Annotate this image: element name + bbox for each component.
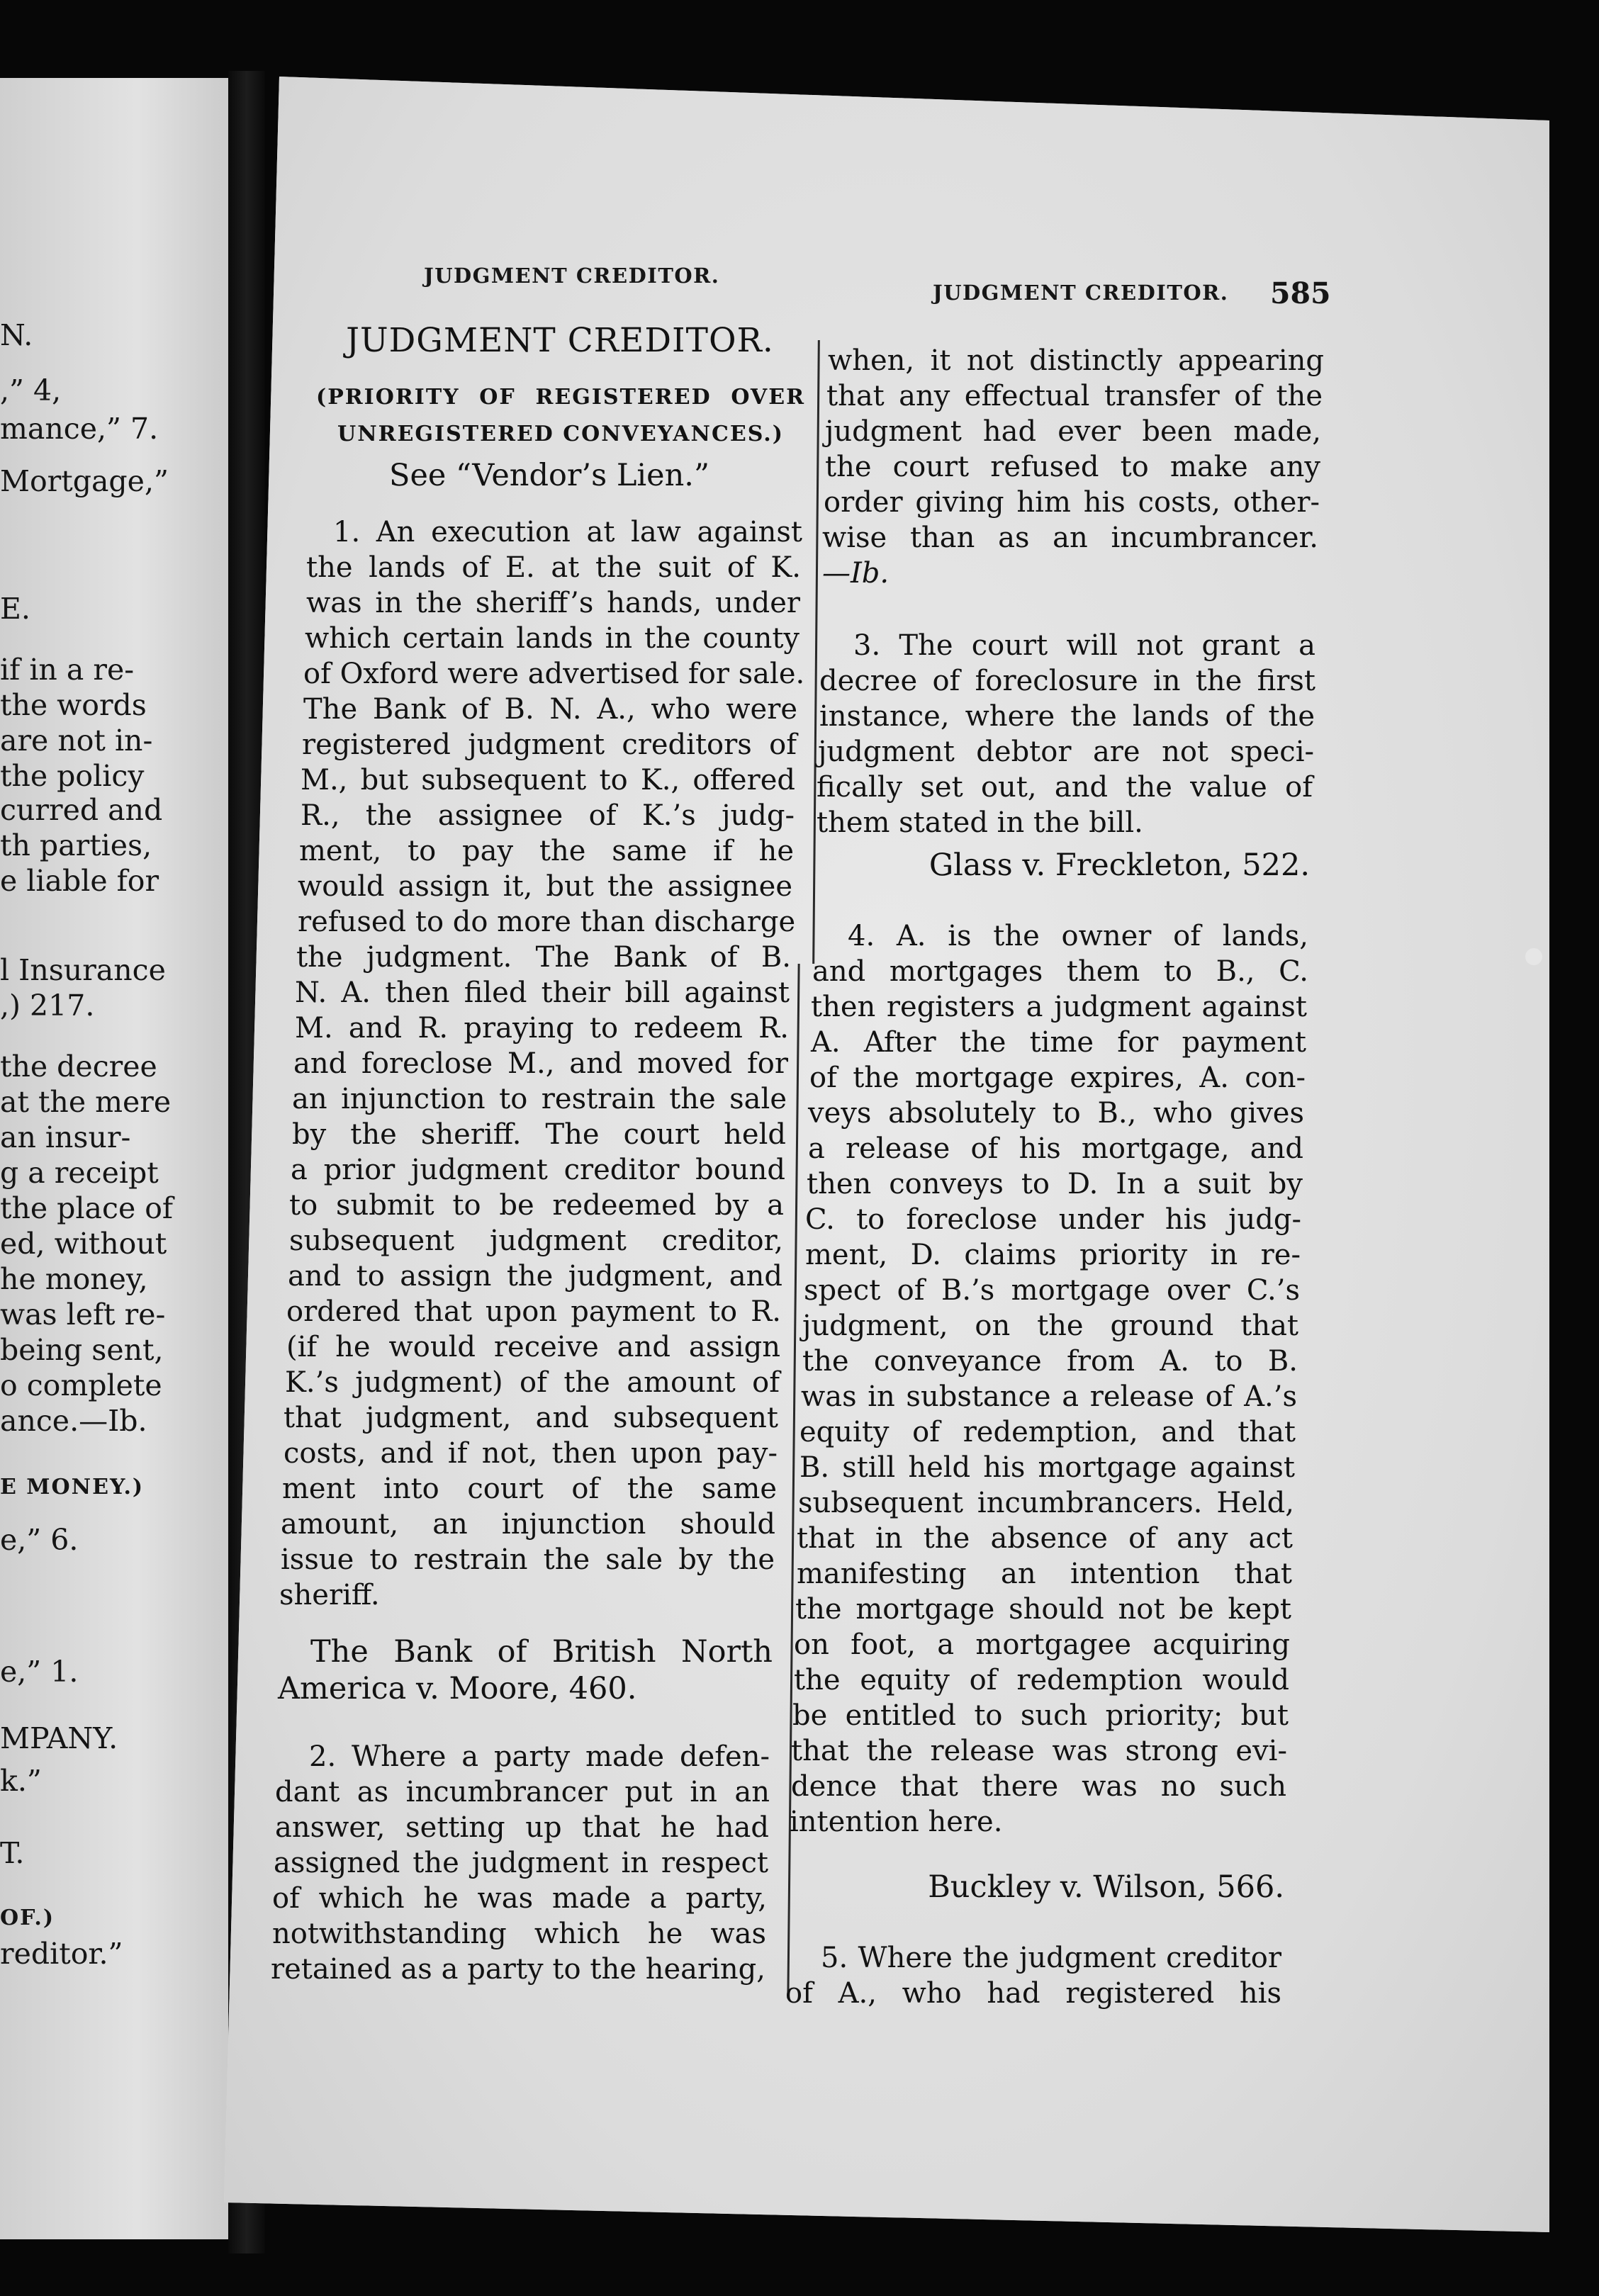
paragraph-line: manifesting an intention that <box>797 1558 1292 1590</box>
facing-page-line: ,” 4, <box>0 373 62 407</box>
cross-reference: See “Vendor’s Lien.” <box>389 458 709 493</box>
paragraph-line: ment, D. claims priority in re- <box>805 1239 1301 1271</box>
paragraph-line: —Ib. <box>822 557 890 590</box>
facing-page-line: the words <box>0 688 147 722</box>
paragraph-line: 3. The court will not grant a <box>853 629 1315 662</box>
facing-page-line: at the mere <box>0 1085 172 1119</box>
paragraph-line: K.’s judgment) of the amount of <box>285 1366 780 1399</box>
paragraph-line: of which he was made a party, <box>272 1882 767 1915</box>
facing-page-line: was left re- <box>0 1298 166 1332</box>
paragraph-line: of Oxford were advertised for sale. <box>303 658 805 690</box>
paragraph-line: ordered that upon payment to R. <box>286 1295 781 1328</box>
paper-blemish <box>1525 948 1542 965</box>
paragraph-line: dant as incumbrancer put in an <box>275 1776 770 1808</box>
facing-page-line: e liable for <box>0 864 159 898</box>
facing-page-line: ed, without <box>0 1227 167 1261</box>
paragraph-line: on foot, a mortgagee acquiring <box>794 1628 1290 1661</box>
facing-page-line: the place of <box>0 1191 174 1225</box>
paragraph-line: registered judgment creditors of <box>302 728 797 761</box>
section-heading: JUDGMENT CREDITOR. <box>346 321 774 360</box>
paragraph-line: that any effectual transfer of the <box>826 380 1323 412</box>
facing-page-line: e,” 1. <box>0 1655 79 1689</box>
paragraph-line: judgment had ever been made, <box>825 415 1321 448</box>
paragraph-line: of A., who had registered his <box>785 1977 1281 2010</box>
paragraph-line: be entitled to such priority; but <box>792 1699 1289 1732</box>
paragraph-line: subsequent incumbrancers. Held, <box>798 1487 1294 1519</box>
paragraph-line: The Bank of B. N. A., who were <box>303 693 797 726</box>
section-subheading: UNREGISTERED CONVEYANCES.) <box>337 422 784 446</box>
paragraph-line: the conveyance from A. to B. <box>802 1345 1298 1378</box>
paragraph-line: judgment, on the ground that <box>802 1310 1298 1342</box>
paragraph-line: assigned the judgment in respect <box>274 1847 768 1879</box>
paragraph-line: 1. An execution at law against <box>333 516 802 548</box>
paragraph-line: the court refused to make any <box>825 451 1320 483</box>
running-head-left: JUDGMENT CREDITOR. <box>424 264 720 288</box>
paragraph-line: that the release was strong evi- <box>791 1735 1287 1767</box>
paragraph-line: the lands of E. at the suit of K. <box>306 551 801 584</box>
facing-page-line: o complete <box>0 1368 162 1402</box>
facing-page-line: ,) 217. <box>0 989 95 1023</box>
paragraph-line: wise than as an incumbrancer. <box>822 522 1318 554</box>
facing-page-line: ance.—Ib. <box>0 1404 147 1438</box>
paragraph-line: then conveys to D. In a suit by <box>807 1168 1303 1200</box>
facing-page-line: he money, <box>0 1262 148 1296</box>
facing-page-line: E MONEY.) <box>0 1475 145 1499</box>
paragraph-line: ment into court of the same <box>282 1473 777 1505</box>
paragraph-line: R., the assignee of K.’s judg- <box>301 799 795 832</box>
paragraph-line: then registers a judgment against <box>811 991 1307 1023</box>
facing-page-line: an insur- <box>0 1120 131 1154</box>
paragraph-line: M. and R. praying to redeem R. <box>295 1012 789 1045</box>
paragraph-line: and foreclose M., and moved for <box>293 1047 788 1080</box>
paragraph-line: the mortgage should not be kept <box>795 1593 1291 1626</box>
facing-page-line: Mortgage,” <box>0 464 169 498</box>
paragraph-line: issue to restrain the sale by the <box>281 1543 775 1576</box>
paragraph-line: retained as a party to the hearing, <box>271 1953 765 1986</box>
paragraph-line: judgment debtor are not speci- <box>818 736 1314 768</box>
paragraph-line: costs, and if not, then upon pay- <box>284 1437 778 1470</box>
paragraph-line: M., but subsequent to K., offered <box>301 764 795 797</box>
facing-page-line: the decree <box>0 1049 157 1084</box>
facing-page-line: if in a re- <box>0 653 135 687</box>
paragraph-line: veys absolutely to B., who gives <box>808 1097 1304 1130</box>
paragraph-line: answer, setting up that he had <box>275 1811 769 1844</box>
paragraph-line: an injunction to restrain the sale <box>292 1083 787 1115</box>
paragraph-line: of the mortgage expires, A. con- <box>809 1062 1306 1094</box>
facing-page-line: k.” <box>0 1764 42 1798</box>
paragraph-line: and to assign the judgment, and <box>288 1260 782 1293</box>
case-citation: Buckley v. Wilson, 566. <box>928 1869 1284 1905</box>
case-citation: America v. Moore, 460. <box>278 1671 637 1706</box>
paragraph-line: subsequent judgment creditor, <box>289 1225 783 1257</box>
paragraph-line: B. still held his mortgage against <box>800 1451 1295 1484</box>
paragraph-line: notwithstanding which he was <box>272 1918 766 1950</box>
facing-page-line: mance,” 7. <box>0 412 159 446</box>
paragraph-line: 4. A. is the owner of lands, <box>848 920 1308 952</box>
paragraph-line: was in the sheriff’s hands, under <box>306 587 800 619</box>
facing-page-line: N. <box>0 318 33 352</box>
paragraph-line: the judgment. The Bank of B. <box>296 941 791 974</box>
facing-page-line: l Insurance <box>0 953 166 987</box>
facing-page-line: the policy <box>0 759 145 793</box>
paragraph-line: would assign it, but the assignee <box>298 870 792 903</box>
paragraph-line: refused to do more than discharge <box>298 906 796 938</box>
paragraph-line: the equity of redemption would <box>794 1664 1289 1696</box>
paragraph-line: that judgment, and subsequent <box>284 1402 778 1434</box>
facing-page-line: curred and <box>0 793 163 827</box>
paragraph-line: to submit to be redeemed by a <box>289 1189 784 1222</box>
paragraph-line: instance, where the lands of the <box>819 700 1315 733</box>
facing-page-line: are not in- <box>0 724 153 758</box>
case-citation: Glass v. Freckleton, 522. <box>928 848 1310 883</box>
paragraph-line: A. After the time for payment <box>811 1026 1306 1059</box>
section-subheading: (PRIORITY OF REGISTERED OVER <box>316 385 805 410</box>
case-citation: The Bank of British North <box>310 1634 773 1670</box>
paragraph-line: was in substance a release of A.’s <box>801 1380 1297 1413</box>
facing-page-line: T. <box>0 1836 25 1870</box>
facing-page-line: MPANY. <box>0 1721 118 1755</box>
facing-page-line: E. <box>0 592 30 626</box>
paragraph-line: ment, to pay the same if he <box>299 835 794 867</box>
paragraph-line: which certain lands in the county <box>305 622 800 655</box>
page-number: 585 <box>1270 276 1331 310</box>
paragraph-line: intention here. <box>790 1806 1003 1838</box>
paragraph-line: decree of foreclosure in the first <box>819 665 1315 697</box>
facing-page-line: g a receipt <box>0 1156 159 1190</box>
paragraph-line: sheriff. <box>279 1579 380 1611</box>
paragraph-line: equity of redemption, and that <box>800 1416 1296 1448</box>
facing-page <box>0 78 228 2239</box>
paragraph-line: fically set out, and the value of <box>817 771 1313 804</box>
paragraph-line: amount, an injunction should <box>281 1508 775 1541</box>
paragraph-line: a prior judgment creditor bound <box>291 1154 785 1186</box>
paragraph-line: when, it not distinctly appearing <box>828 344 1324 377</box>
paragraph-line: (if he would receive and assign <box>286 1331 780 1363</box>
paragraph-line: C. to foreclose under his judg- <box>805 1203 1301 1236</box>
paragraph-line: by the sheriff. The court held <box>292 1118 786 1151</box>
paragraph-line: a release of his mortgage, and <box>808 1132 1303 1165</box>
facing-page-line: th parties, <box>0 828 152 862</box>
paragraph-line: order giving him his costs, other- <box>824 486 1320 519</box>
paragraph-line: and mortgages them to B., C. <box>812 955 1308 988</box>
paragraph-line: 5. Where the judgment creditor <box>821 1942 1281 1974</box>
paragraph-line: spect of B.’s mortgage over C.’s <box>804 1274 1300 1307</box>
facing-page-line: reditor.” <box>0 1937 123 1971</box>
paragraph-line: them stated in the bill. <box>817 806 1143 839</box>
facing-page-line: being sent, <box>0 1333 164 1367</box>
paragraph-line: that in the absence of any act <box>797 1522 1293 1555</box>
paragraph-line: dence that there was no such <box>791 1770 1286 1803</box>
paragraph-line: N. A. then filed their bill against <box>295 977 790 1009</box>
paragraph-line: 2. Where a party made defen- <box>309 1740 770 1773</box>
running-head-right: JUDGMENT CREDITOR. <box>933 281 1229 305</box>
facing-page-line: OF.) <box>0 1906 55 1930</box>
facing-page-line: e,” 6. <box>0 1523 79 1557</box>
